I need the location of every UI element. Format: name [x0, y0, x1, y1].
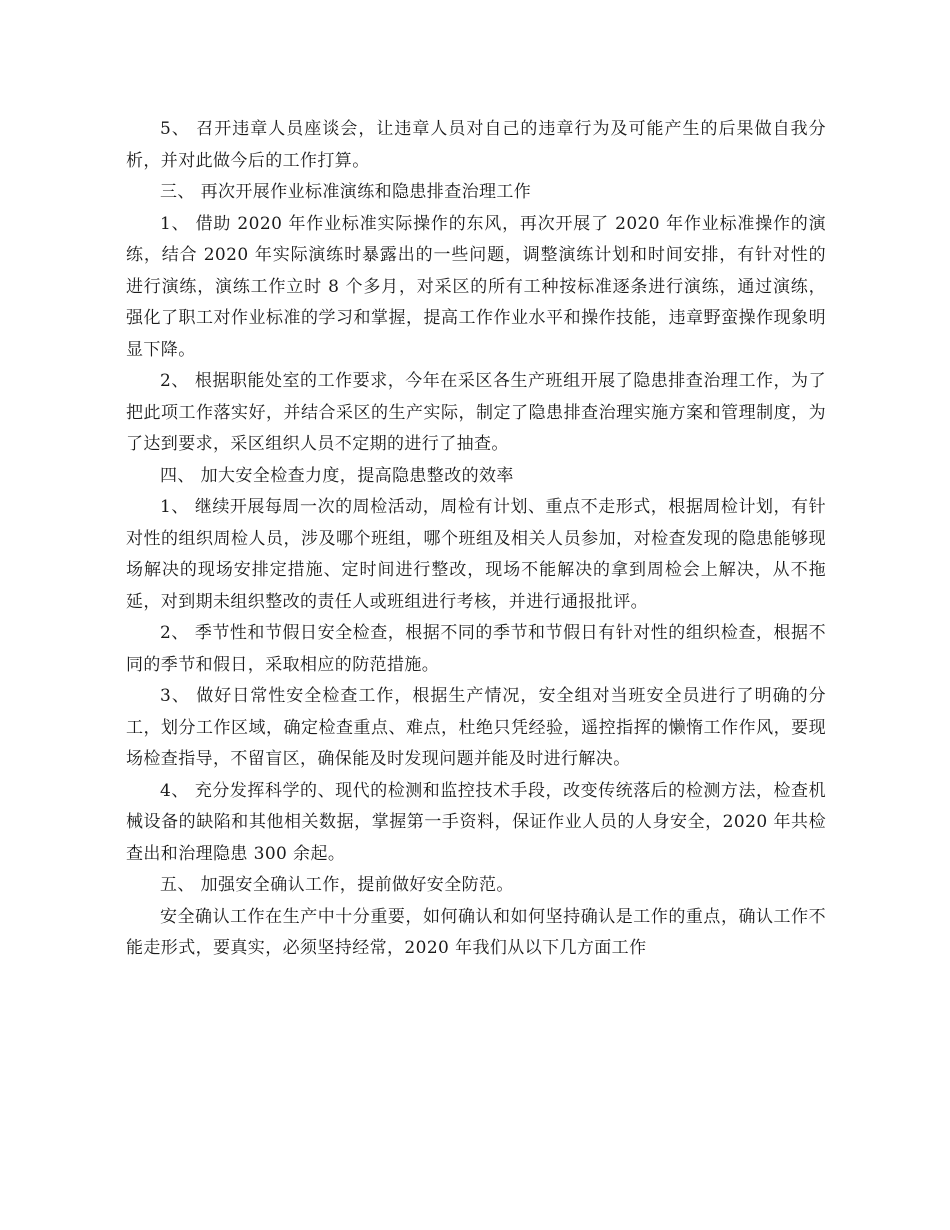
paragraph-item-2-seasonal-check: 2、 季节性和节假日安全检查，根据不同的季节和节假日有针对性的组织检查，根据不同的季节和假日，采取相应的防范措施。 — [126, 623, 826, 675]
paragraph-item-1-weekly-check: 1、 继续开展每周一次的周检活动，周检有计划、重点不走形式，根据周检计划，有针对性的组织周检人员，涉及哪个班组，哪个班组及相关人员参加，对检查发现的隐患能够现场解决的现场安排定措施、定时间进行整改，现场不能解决的拿到周检会上解决，从不拖延，对到期未组织整改的责任人或班组进行考核，并进行通报批评。 — [126, 497, 826, 612]
paragraph-item-4-monitoring: 4、 充分发挥科学的、现代的检测和监控技术手段，改变传统落后的检测方法，检查机械设备的缺陷和其他相关数据，掌握第一手资料，保证作业人员的人身安全，2020 年共检查出和治理隐患 300 余起。 — [126, 780, 826, 864]
paragraph-confirmation-work: 安全确认工作在生产中十分重要，如何确认和如何坚持确认是工作的重点，确认工作不能走形式，要真实，必须坚持经常，2020 年我们从以下几方面工作 — [126, 906, 826, 958]
paragraph-item-1-drill: 1、 借助 2020 年作业标准实际操作的东风，再次开展了 2020 年作业标准操作的演练，结合 2020 年实际演练时暴露出的一些问题，调整演练计划和时间安排，有针对性的进行演练，演练工作立时 8 个多月，对采区的所有工种按标准逐条进行演练，通过演练，强化了职工对作业标准的学习和掌握，提高工作作业水平和操作技能，违章野蛮操作现象明显下降。 — [126, 213, 826, 360]
document-body — [126, 114, 826, 965]
section-heading-4: 四、 加大安全检查力度，提高隐患整改的效率 — [160, 465, 514, 486]
paragraph-item-3-daily-check: 3、 做好日常性安全检查工作，根据生产情况，安全组对当班安全员进行了明确的分工，划分工作区域，确定检查重点、难点，杜绝只凭经验，遥控指挥的懒惰工作作风，要现场检查指导，不留盲区，确保能及时发现问题并能及时进行解决。 — [126, 686, 826, 769]
section-heading-3: 三、 再次开展作业标准演练和隐患排查治理工作 — [160, 182, 532, 202]
section-heading-5: 五、 加强安全确认工作，提前做好安全防范。 — [160, 875, 514, 895]
paragraph-item-2-hazard: 2、 根据职能处室的工作要求，今年在采区各生产班组开展了隐患排查治理工作，为了把此项工作落实好，并结合采区的生产实际，制定了隐患排查治理实施方案和管理制度，为了达到要求，采区组织人员不定期的进行了抽查。 — [126, 371, 826, 454]
paragraph-item-5-meeting: 5、 召开违章人员座谈会，让违章人员对自己的违章行为及可能产生的后果做自我分析，并对此做今后的工作打算。 — [126, 119, 826, 171]
